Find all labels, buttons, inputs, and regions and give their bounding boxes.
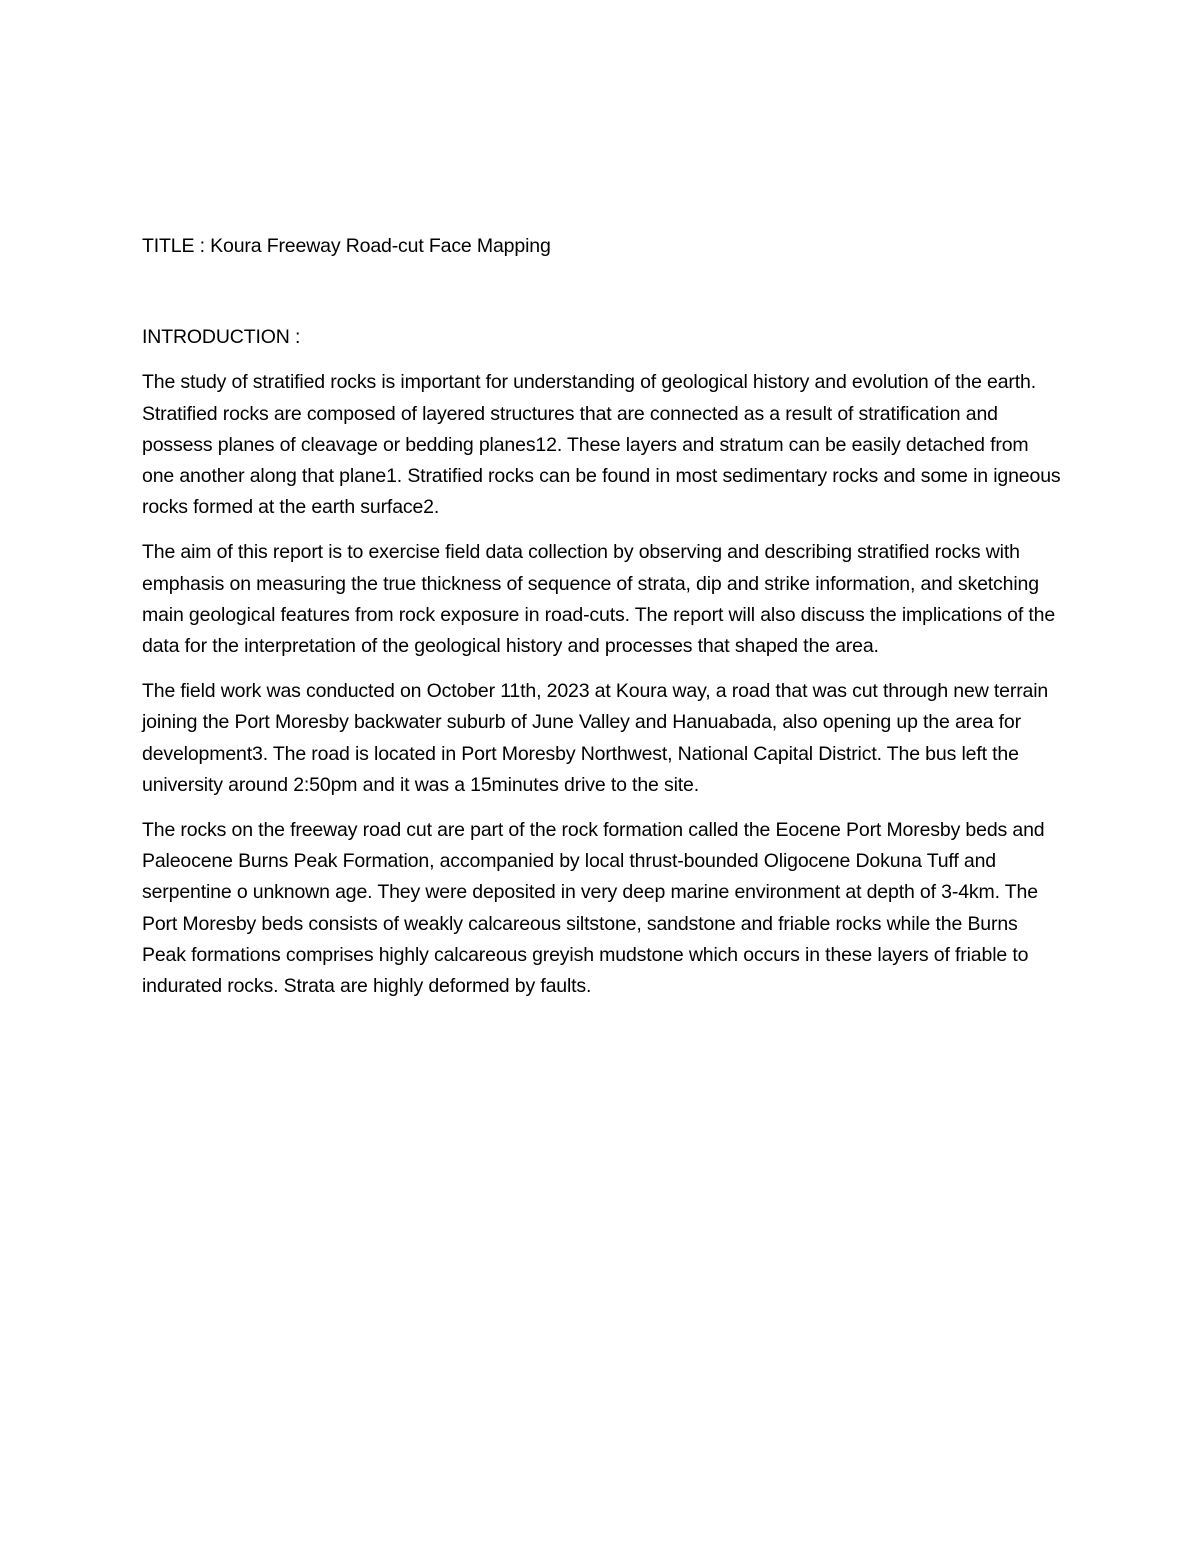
paragraph-stratified-rocks: The study of stratified rocks is important for understanding of geological history and evolution of the earth. Stratified rocks are composed of layered structures that are connected as a result of stratification and possess planes of cleavage or bedding planes12. These layers and stratum can be easily detached from one another along that plane1. Stratified rocks can be found in most sedimentary rocks and some in igneous rocks formed at the earth surface2. <box>142 371 1061 519</box>
paragraph-field-work: The field work was conducted on October 11th, 2023 at Koura way, a road that was cut through new terrain joining the Port Moresby backwater suburb of June Valley and Hanuabada, also opening up the area for development3. The road is located in Port Moresby Northwest, National Capital District. The bus left the university around 2:50pm and it was a 15minutes drive to the site. <box>142 680 1049 796</box>
document-body <box>142 231 1062 1016</box>
paragraph-report-aim: The aim of this report is to exercise field data collection by observing and describing stratified rocks with emphasis on measuring the true thickness of sequence of strata, dip and strike information, and sketching main geological features from rock exposure in road-cuts. The report will also discuss the implications of the data for the interpretation of the geological history and processes that shaped the area. <box>142 541 1056 658</box>
document-title: TITLE : Koura Freeway Road-cut Face Mapping <box>142 235 551 257</box>
paragraph-rock-formation: The rocks on the freeway road cut are part of the rock formation called the Eocene Port Moresby beds and Paleocene Burns Peak Formation, accompanied by local thrust-bounded Oligocene Dokuna Tuff and serpentine o unknown age. They were deposited in very deep marine environment at depth of 3-4km. The Port Moresby beds consists of weakly calcareous siltstone, sandstone and friable rocks while the Burns Peak formations comprises highly calcareous greyish mudstone which occurs in these layers of friable to indurated rocks. Strata are highly deformed by faults. <box>142 819 1045 998</box>
section-heading-introduction: INTRODUCTION : <box>142 326 301 349</box>
